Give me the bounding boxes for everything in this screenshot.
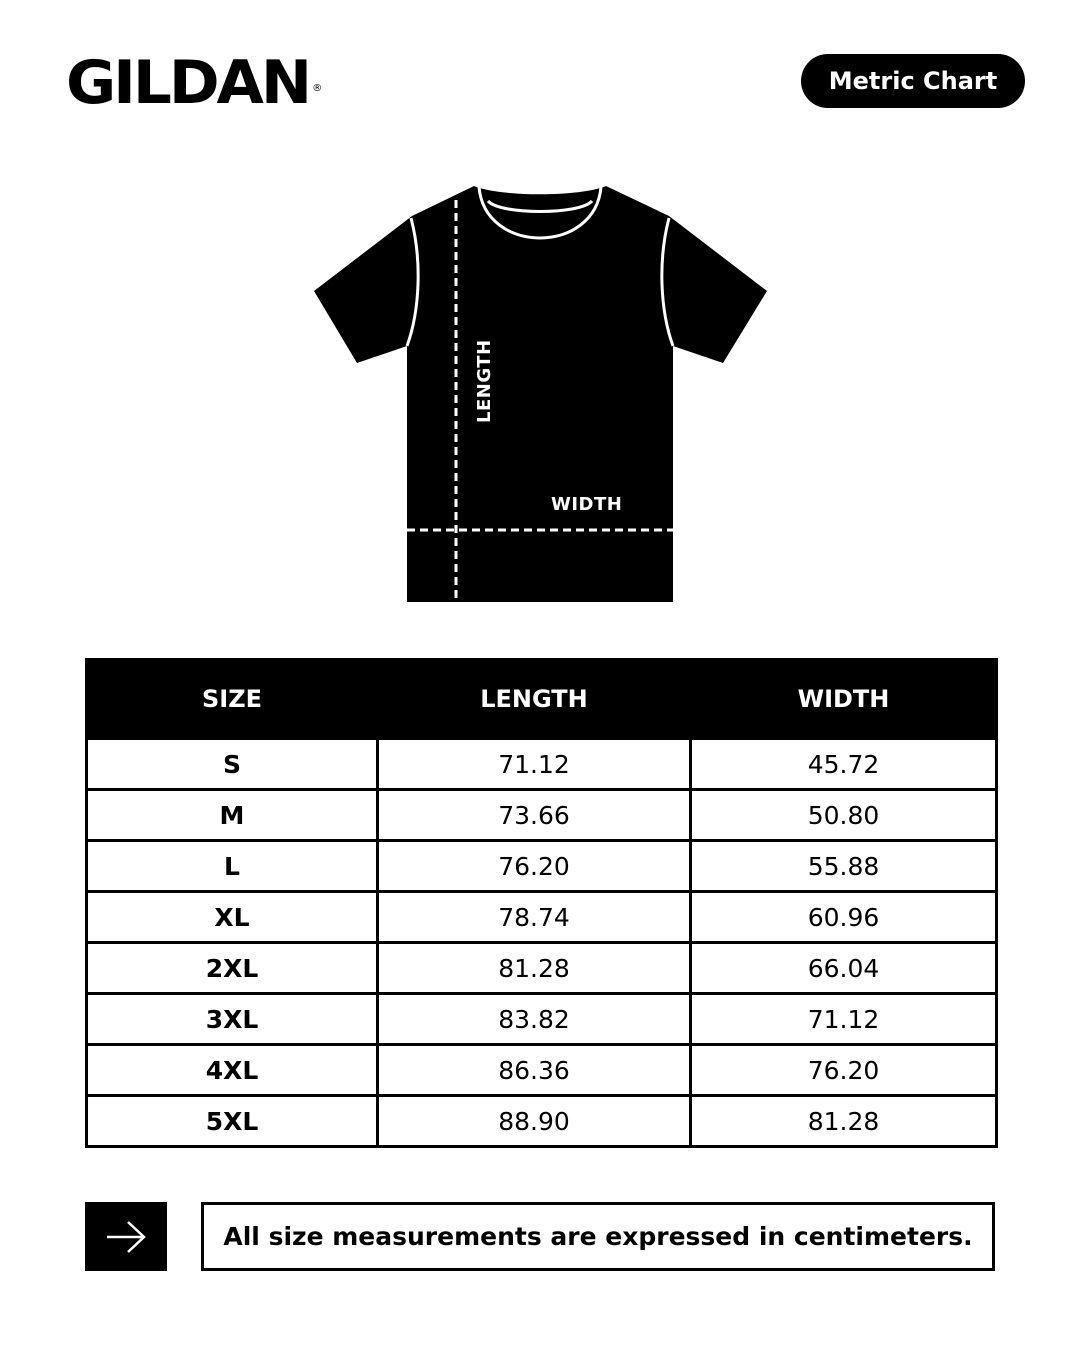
length-cell: 88.90 — [378, 1096, 691, 1147]
table-row — [87, 994, 997, 1045]
width-cell: 55.88 — [691, 841, 997, 892]
size-cell: 2XL — [87, 943, 378, 994]
badge-label: Metric Chart — [828, 67, 998, 95]
metric-chart-badge — [801, 54, 1025, 108]
header-size: SIZE — [87, 660, 378, 739]
note-text: All size measurements are expressed in centimeters. — [223, 1222, 973, 1251]
length-cell: 73.66 — [378, 790, 691, 841]
arrow-box — [85, 1202, 167, 1271]
size-cell: S — [87, 739, 378, 790]
gildan-logo — [66, 48, 323, 118]
tshirt-diagram — [300, 175, 780, 605]
table-row — [87, 739, 997, 790]
length-cell: 78.74 — [378, 892, 691, 943]
header-length: LENGTH — [378, 660, 691, 739]
size-cell: 5XL — [87, 1096, 378, 1147]
measurement-note — [201, 1202, 995, 1271]
size-cell: XL — [87, 892, 378, 943]
width-cell: 81.28 — [691, 1096, 997, 1147]
table-header-row — [87, 660, 997, 739]
size-cell: 3XL — [87, 994, 378, 1045]
size-table — [85, 658, 998, 1148]
size-cell: L — [87, 841, 378, 892]
brand-name: GILDAN — [66, 48, 310, 118]
width-cell: 50.80 — [691, 790, 997, 841]
width-label: WIDTH — [551, 494, 623, 515]
size-cell: 4XL — [87, 1045, 378, 1096]
width-cell: 71.12 — [691, 994, 997, 1045]
registered-mark: ® — [312, 83, 323, 94]
table-row — [87, 943, 997, 994]
width-cell: 76.20 — [691, 1045, 997, 1096]
header-width: WIDTH — [691, 660, 997, 739]
arrow-right-icon — [104, 1219, 148, 1255]
width-cell: 66.04 — [691, 943, 997, 994]
length-cell: 76.20 — [378, 841, 691, 892]
length-cell: 71.12 — [378, 739, 691, 790]
table-row — [87, 841, 997, 892]
length-label: LENGTH — [474, 339, 495, 423]
length-cell: 81.28 — [378, 943, 691, 994]
length-cell: 83.82 — [378, 994, 691, 1045]
table-row — [87, 790, 997, 841]
table-row — [87, 1045, 997, 1096]
width-cell: 60.96 — [691, 892, 997, 943]
length-cell: 86.36 — [378, 1045, 691, 1096]
table-row — [87, 1096, 997, 1147]
width-cell: 45.72 — [691, 739, 997, 790]
table-row — [87, 892, 997, 943]
size-cell: M — [87, 790, 378, 841]
tshirt-silhouette — [314, 186, 767, 602]
